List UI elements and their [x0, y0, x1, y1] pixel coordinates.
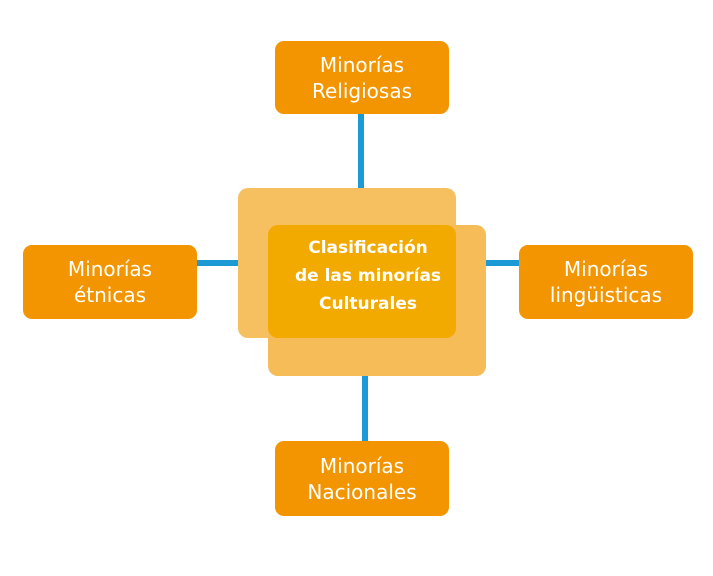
connector-top — [358, 112, 364, 190]
node-left-line-2: étnicas — [73, 283, 147, 307]
node-right-line-1: Minorías — [563, 257, 649, 281]
node-minorias-etnicas — [23, 245, 197, 319]
node-bottom-line-1: Minorías — [319, 453, 405, 478]
connector-left — [195, 260, 239, 266]
node-minorias-religiosas — [275, 41, 449, 114]
node-top-line-2: Religiosas — [312, 78, 412, 103]
node-bottom-line-2: Nacionales — [307, 479, 417, 504]
node-minorias-nacionales — [275, 441, 449, 516]
center-title-line-2: de las minorías — [294, 266, 442, 286]
node-top-line-1: Minorías — [319, 52, 405, 77]
node-right-line-2: lingüisticas — [549, 283, 663, 307]
node-left-line-1: Minorías — [67, 257, 153, 281]
connector-bottom — [362, 374, 368, 443]
center-title-line-3: Culturales — [319, 294, 417, 314]
center-title-line-1: Clasificación — [308, 238, 428, 258]
node-minorias-linguisticas — [519, 245, 693, 319]
connector-right — [484, 260, 521, 266]
center-title — [268, 234, 468, 318]
